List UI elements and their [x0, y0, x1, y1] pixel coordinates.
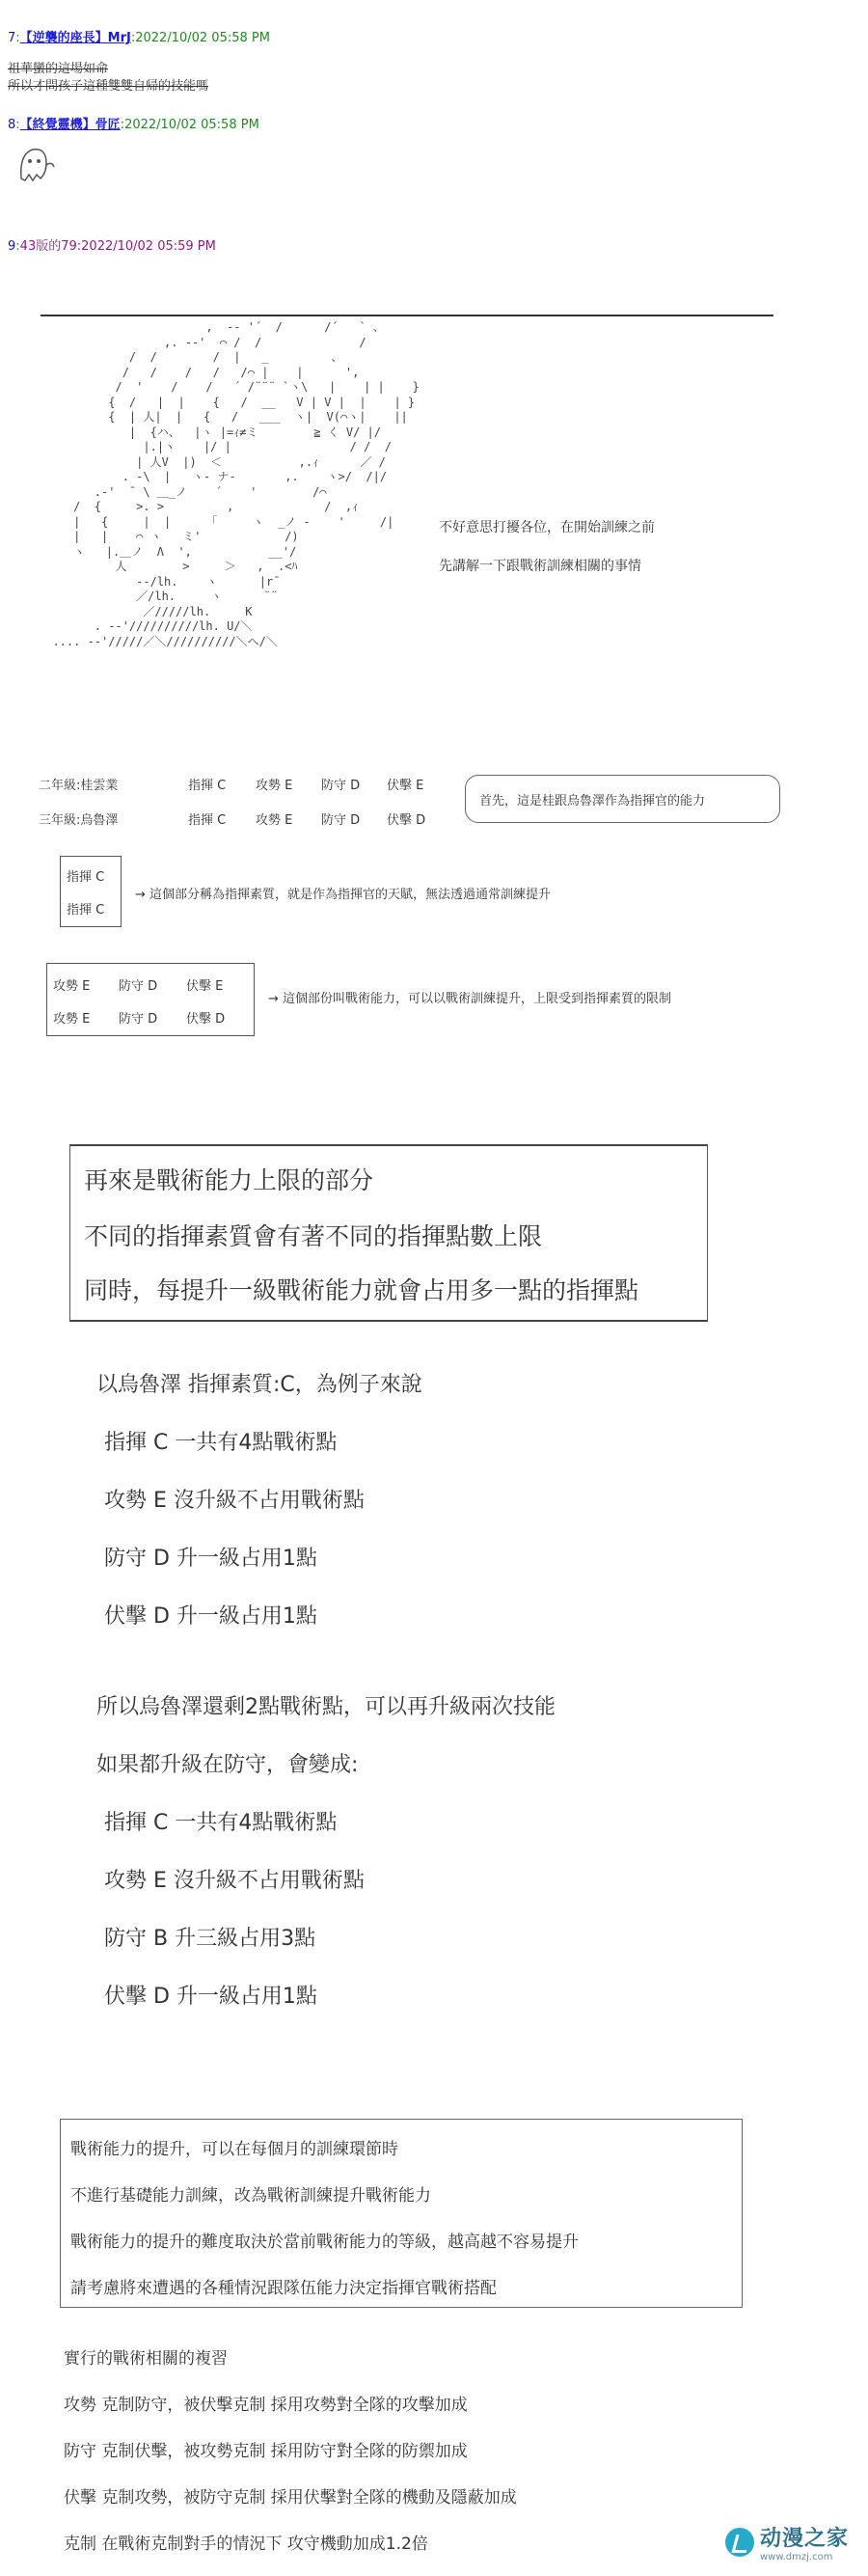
example-line: 防守 D 升一級占用1點 — [104, 1547, 317, 1571]
post-text-line: 祖華蠻的這場如命 — [8, 62, 109, 76]
tactics-row — [53, 1008, 225, 1027]
intro-line: 不好意思打擾各位，在開始訓練之前 — [439, 520, 655, 535]
review-line: 實行的戰術相關的複習 — [64, 2349, 228, 2369]
watermark-url: www.dmzj.com — [759, 2552, 833, 2562]
tactics-row — [53, 975, 223, 994]
post-sep: : — [15, 239, 20, 254]
stat-cmd: 指揮 C — [188, 779, 227, 793]
result-line: 攻勢 E 沒升級不占用戰術點 — [104, 1869, 365, 1893]
poster-name-link[interactable]: 【終覺靈機】骨匠 — [19, 118, 121, 132]
limit-line: 再來是戰術能力上限的部分 — [84, 1166, 374, 1194]
tactics-amb: 伏擊 E — [186, 979, 224, 994]
result-line: 防守 B 升三級占用3點 — [104, 1927, 316, 1951]
tactics-note: → 這個部份叫戰術能力，可以以戰術訓練提升，上限受到指揮素質的限制 — [268, 992, 672, 1006]
ascii-art-character: , -‐ '´ / /´ ` 、 ,. -‐' ⌒ / / / / / / | _ 、 / / / / /⌒ | | ', / ' / / ´ /¨¨¨ `ヽ\ | | | } { / | | { / __ V | V | | | } { | 人| | { / ___ ヽ| V(⌒ヽ| || | {ハ、 |ヽ |=ｨ≠ミ ≧ く V/ |/ |.|ヽ |/ | / / / | 人V |) ＜ ,.ｨ ／ / . -\ | ヽ- ナ‐ ,. ヽ>/ /|/ .-' ̄ \ ＿_ノ ´ ' /⌒ / { >. > , / ,ｨ | { | | 「 ヽ _ノ - ' /| | | ⌒ ヽ ミ' /) ヽ |.＿ノ Λ ', __'/ 人 > ＞ , .<ﾊ -‐/lh. ヽ |r¯ ／/lh. ヽ ¨¨ ／/////lh. K . -‐'//////////lh. U/＼ .... -‐'/////／＼//////////＼へ/＼ — [52, 320, 420, 648]
result-line: 指揮 C 一共有4點戰術點 — [104, 1811, 338, 1835]
post-date: :2022/10/02 05:58 PM — [120, 118, 259, 132]
example-line: 以烏魯澤 指揮素質:C，為例子來說 — [96, 1373, 422, 1397]
training-line: 不進行基礎能力訓練，改為戰術訓練提升戰術能力 — [70, 2186, 431, 2206]
tactics-box — [46, 963, 255, 1036]
stat-cmd: 指揮 C — [188, 813, 227, 828]
post-date: :2022/10/02 05:59 PM — [76, 239, 216, 254]
training-box — [60, 2119, 743, 2308]
tactics-atk: 攻勢 E — [53, 1012, 91, 1027]
post-header-7 — [8, 27, 270, 45]
example-line: 指揮 C 一共有4點戰術點 — [104, 1431, 338, 1455]
intro-line: 先講解一下跟戰術訓練相關的事情 — [439, 559, 641, 574]
tactics-def: 防守 D — [119, 979, 158, 994]
command-item: 指揮 C — [67, 870, 105, 885]
command-note: → 這個部分稱為指揮素質，就是作為指揮官的天賦，無法透過通常訓練提升 — [135, 888, 552, 902]
stat-def: 防守 D — [321, 813, 361, 828]
poster-name: 43版的79 — [19, 239, 77, 254]
post-number: 7 — [8, 31, 16, 45]
training-line: 戰術能力的提升，可以在每個月的訓練環節時 — [70, 2140, 398, 2159]
command-item: 指揮 C — [67, 903, 105, 918]
speech-bubble-text: 首先，這是桂跟烏魯澤作為指揮官的能力 — [479, 794, 706, 808]
result-line: 所以烏魯澤還剩2點戰術點，可以再升級兩次技能 — [96, 1695, 556, 1719]
speech-bubble — [465, 775, 780, 823]
post-sep: : — [15, 118, 20, 132]
ghost-icon — [12, 140, 56, 188]
tactics-amb: 伏擊 D — [186, 1012, 226, 1027]
stat-row — [39, 775, 445, 793]
limit-line: 同時，每提升一級戰術能力就會占用多一點的指揮點 — [84, 1276, 639, 1304]
training-line: 戰術能力的提升的難度取決於當前戰術能力的等級，越高越不容易提升 — [70, 2233, 579, 2252]
stat-atk: 攻勢 E — [256, 813, 293, 828]
post-number: 8 — [8, 118, 16, 132]
watermark — [725, 2522, 849, 2562]
poster-name-link[interactable]: 【逆襲的座長】MrJ — [19, 31, 131, 45]
review-line: 伏擊 克制攻勢，被防守克制 採用伏擊對全隊的機動及隱蔽加成 — [64, 2488, 517, 2507]
watermark-logo-icon — [725, 2528, 754, 2557]
stat-amb: 伏擊 D — [387, 813, 426, 828]
stat-amb: 伏擊 E — [387, 779, 424, 793]
post-sep: : — [15, 31, 20, 45]
stat-row — [39, 809, 445, 828]
review-line: 克制 在戰術克制對手的情況下 攻守機動加成1.2倍 — [64, 2535, 428, 2554]
post-header-9 — [8, 235, 216, 254]
post-number: 9 — [8, 239, 16, 254]
stat-atk: 攻勢 E — [256, 779, 293, 793]
watermark-title: 动漫之家 — [759, 2527, 849, 2551]
stat-def: 防守 D — [321, 779, 361, 793]
horizontal-rule — [41, 315, 773, 316]
review-line: 防守 克制伏擊，被攻勢克制 採用防守對全隊的防禦加成 — [64, 2442, 468, 2461]
post-header-8 — [8, 114, 259, 132]
limit-line: 不同的指揮素質會有著不同的指揮點數上限 — [84, 1222, 543, 1250]
example-line: 伏擊 D 升一級占用1點 — [104, 1604, 317, 1629]
result-line: 伏擊 D 升一級占用1點 — [104, 1985, 317, 2009]
stat-name: 三年級:烏魯澤 — [39, 813, 119, 828]
tactics-atk: 攻勢 E — [53, 979, 91, 994]
command-box — [60, 856, 122, 927]
example-line: 攻勢 E 沒升級不占用戰術點 — [104, 1489, 365, 1513]
limit-box — [69, 1144, 708, 1322]
result-line: 如果都升級在防守，會變成: — [96, 1753, 359, 1777]
stat-name: 二年級:桂雲業 — [39, 779, 119, 793]
training-line: 請考慮將來遭遇的各種情況跟隊伍能力決定指揮官戰術搭配 — [70, 2279, 497, 2298]
review-line: 攻勢 克制防守，被伏擊克制 採用攻勢對全隊的攻擊加成 — [64, 2396, 468, 2415]
tactics-def: 防守 D — [119, 1012, 158, 1027]
post-text-line: 所以才問孩子這種雙雙自帰的技能嗎 — [8, 79, 209, 94]
post-date: :2022/10/02 05:58 PM — [130, 31, 270, 45]
